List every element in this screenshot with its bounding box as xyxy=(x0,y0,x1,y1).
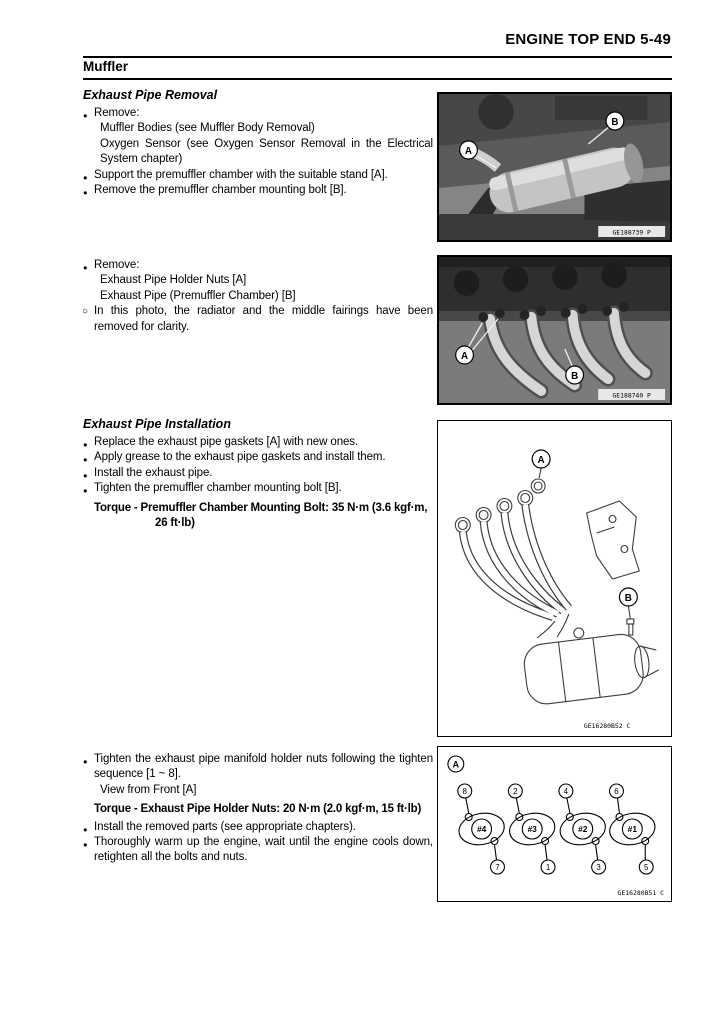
figure-exhaust-install-diagram xyxy=(437,420,672,737)
step: ● Remove: xyxy=(83,258,433,273)
final-section xyxy=(83,752,433,866)
torque-spec: Torque - Premuffler Chamber Mounting Bolt: 35 N·m (3.6 kgf·m, 26 ft·lb) xyxy=(94,501,428,530)
step: ● Install the removed parts (see appropriate chapters). xyxy=(83,820,433,835)
sequence-number: 2 xyxy=(513,786,518,797)
step: ● Tighten the exhaust pipe manifold holder nuts following the tighten sequence [1 ~ 8]. xyxy=(83,752,433,783)
callout-a-label: A xyxy=(537,454,545,467)
callout-b-label: B xyxy=(611,116,619,129)
callout-a-label: A xyxy=(452,759,460,770)
callout-a-label: A xyxy=(461,350,469,363)
section-heading-muffler: Muffler xyxy=(83,59,128,74)
callout-b-label: B xyxy=(571,370,579,383)
figure-exhaust-holder-photo xyxy=(437,255,672,405)
step: ● Support the premuffler chamber with the suitable stand [A]. xyxy=(83,168,433,183)
removal-section xyxy=(83,88,433,198)
torque-spec: Torque - Exhaust Pipe Holder Nuts: 20 N·m (2.0 kgf·m, 15 ft·lb) xyxy=(94,803,422,816)
figure-code-label: GE16280B52 C xyxy=(583,721,631,731)
substep: Exhaust Pipe Holder Nuts [A] xyxy=(100,274,247,287)
flange-label: #3 xyxy=(527,823,537,835)
page-number-header: ENGINE TOP END 5-49 xyxy=(505,31,671,48)
step: ● Install the exhaust pipe. xyxy=(83,466,433,481)
substep: Oxygen Sensor (see Oxygen Sensor Removal in the Electrical System chapter) xyxy=(100,137,433,166)
sequence-number: 6 xyxy=(614,786,619,797)
substep: View from Front [A] xyxy=(100,783,197,796)
removal-section-2 xyxy=(83,258,433,335)
sequence-number: 4 xyxy=(563,786,569,797)
exhaust-holder-photo-illustration xyxy=(439,257,670,403)
figure-code-label: GE188739 P xyxy=(612,228,651,237)
sequence-number: 3 xyxy=(596,862,601,873)
step: ● Remove the premuffler chamber mounting bolt [B]. xyxy=(83,183,433,198)
figure-tighten-sequence-diagram xyxy=(437,746,672,902)
callout-a-label: A xyxy=(464,145,473,158)
substep: Exhaust Pipe (Premuffler Chamber) [B] xyxy=(100,289,296,302)
figure-code-label: GE16280B51 C xyxy=(617,888,665,898)
sequence-number: 8 xyxy=(462,786,467,797)
figure-premuffler-stand-photo xyxy=(437,92,672,242)
installation-section xyxy=(83,417,433,533)
flange-label: #4 xyxy=(476,823,487,835)
premuffler-photo-illustration xyxy=(439,94,670,240)
sequence-number: 7 xyxy=(495,862,500,873)
note: ○ In this photo, the radiator and the middle fairings have been removed for clarity. xyxy=(83,304,433,335)
substep: Muffler Bodies (see Muffler Body Removal) xyxy=(100,122,315,135)
divider xyxy=(83,78,672,80)
step: ● Replace the exhaust pipe gaskets [A] with new ones. xyxy=(83,435,433,450)
figure-code-label: GE188740 P xyxy=(612,391,651,400)
sequence-number: 1 xyxy=(545,862,551,873)
tighten-sequence-line-drawing xyxy=(438,747,671,901)
sequence-number: 5 xyxy=(644,862,649,873)
step: ● Remove: xyxy=(83,106,433,121)
flange-label: #1 xyxy=(627,823,638,835)
installation-title: Exhaust Pipe Installation xyxy=(83,417,231,431)
step: ● Thoroughly warm up the engine, wait until the engine cools down, retighten all the bolts and nuts. xyxy=(83,835,433,866)
divider xyxy=(83,56,672,58)
step: ● Apply grease to the exhaust pipe gaskets and install them. xyxy=(83,450,433,465)
exhaust-install-line-drawing xyxy=(438,421,671,736)
step: ● Tighten the premuffler chamber mounting bolt [B]. xyxy=(83,481,433,496)
flange-label: #2 xyxy=(578,823,588,835)
removal-title: Exhaust Pipe Removal xyxy=(83,88,218,102)
callout-b-label: B xyxy=(624,592,632,605)
